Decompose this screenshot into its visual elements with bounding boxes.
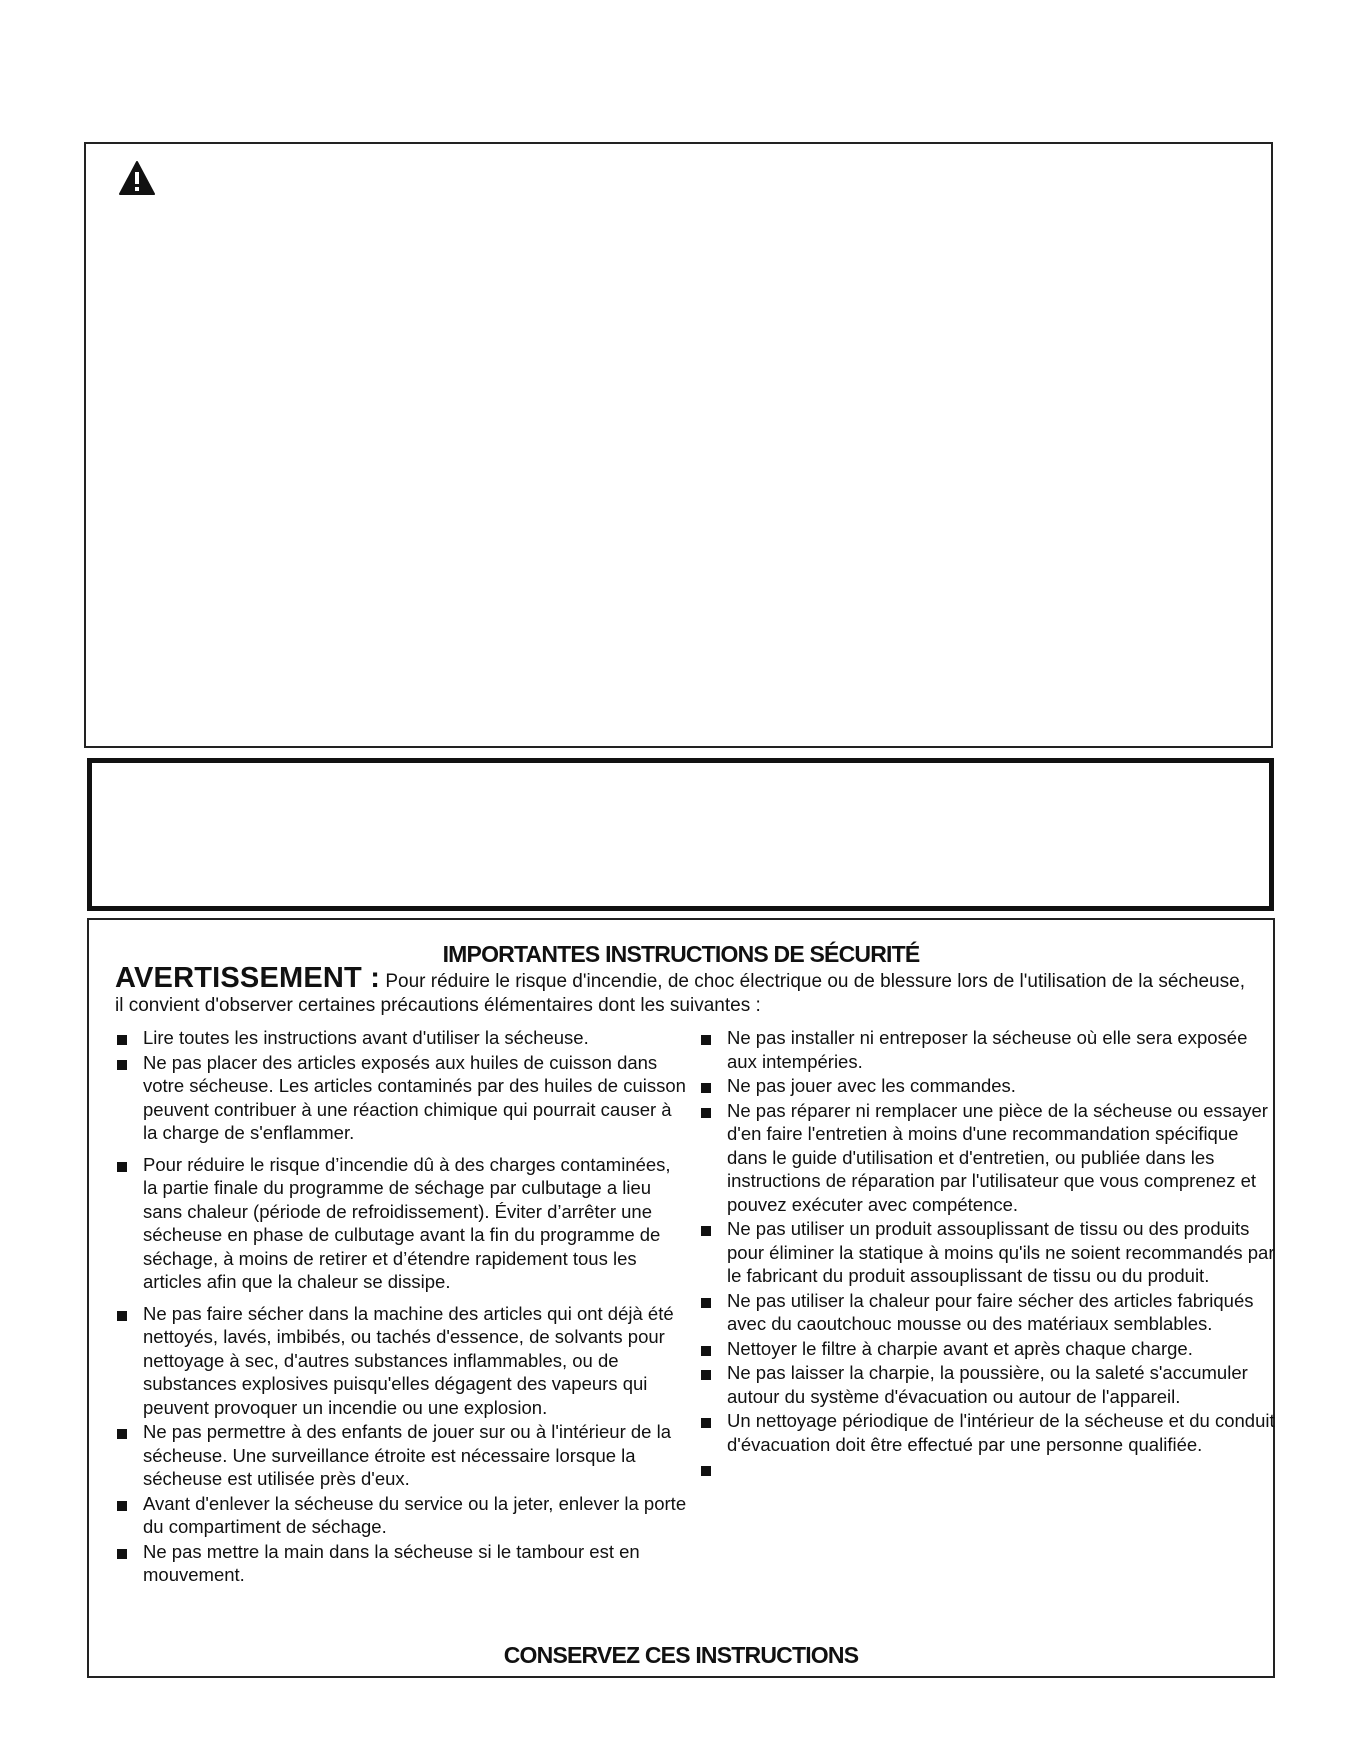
bullet-icon	[117, 1311, 127, 1321]
bullet-icon	[117, 1501, 127, 1511]
list-item: Ne pas réparer ni remplacer une pièce de la sécheuse ou essayer d'en faire l'entretien à moins d'une recommandation spécifique dans le guide d'utilisation et d'entretien, ou publiée dans les instructions de réparation par l'utilisateur que vous comprenez et pouvez exécuter avec compétence.	[697, 1099, 1277, 1217]
list-item: Lire toutes les instructions avant d'utiliser la sécheuse.	[113, 1026, 688, 1050]
bullet-icon	[701, 1418, 711, 1428]
list-item	[697, 1457, 1277, 1481]
bullet-icon	[701, 1298, 711, 1308]
list-item: Ne pas permettre à des enfants de jouer sur ou à l'intérieur de la sécheuse. Une surveillance étroite est nécessaire lorsque la sécheuse est utilisée près d'eux.	[113, 1420, 688, 1491]
safety-title: IMPORTANTES INSTRUCTIONS DE SÉCURITÉ	[442, 941, 920, 967]
list-item: Ne pas faire sécher dans la machine des articles qui ont déjà été nettoyés, lavés, imbibés, ou tachés d'essence, de solvants pour nettoyage à sec, d'autres substances inflammables, ou de substances explosives puisqu'elles dégagent des vapeurs qui peuvent provoquer un incendie ou une explosion.	[113, 1302, 688, 1420]
list-item: Nettoyer le filtre à charpie avant et après chaque charge.	[697, 1337, 1277, 1361]
save-instructions-footer: CONSERVEZ CES INSTRUCTIONS	[503, 1642, 859, 1668]
list-item: Ne pas laisser la charpie, la poussière, ou la saleté s'accumuler autour du système d'évacuation ou autour de l'appareil.	[697, 1361, 1277, 1408]
safety-instructions-box	[87, 918, 1275, 1678]
list-item: Ne pas utiliser un produit assouplissant de tissu ou des produits pour éliminer la statique à moins qu'ils ne soient recommandés par le fabricant du produit assouplissant de tissu ou du produit.	[697, 1217, 1277, 1288]
warning-box	[84, 142, 1273, 748]
bullet-icon	[117, 1060, 127, 1070]
warning-label: AVERTISSEMENT :	[115, 962, 381, 994]
bullet-icon	[117, 1429, 127, 1439]
bullet-icon	[117, 1549, 127, 1559]
list-item: Ne pas mettre la main dans la sécheuse si le tambour est en mouvement.	[113, 1540, 688, 1587]
list-item: Ne pas utiliser la chaleur pour faire sécher des articles fabriqués avec du caoutchouc mousse ou des matériaux semblables.	[697, 1289, 1277, 1336]
instructions-left-column	[113, 1026, 688, 1588]
list-item: Ne pas placer des articles exposés aux huiles de cuisson dans votre sécheuse. Les articles contaminés par des huiles de cuisson peuvent contribuer à une réaction chimique qui pourrait causer à la charge de s'enflammer.	[113, 1051, 688, 1145]
bullet-icon	[701, 1108, 711, 1118]
instructions-right-column	[697, 1026, 1277, 1482]
bullet-icon	[701, 1083, 711, 1093]
warning-triangle-icon	[118, 160, 156, 196]
list-item: Ne pas installer ni entreposer la sécheuse où elle sera exposée aux intempéries.	[697, 1026, 1277, 1073]
bullet-icon	[701, 1370, 711, 1380]
bullet-icon	[117, 1162, 127, 1172]
bullet-icon	[117, 1035, 127, 1045]
warning-text: Pour réduire le risque d'incendie, de choc électrique ou de blessure lors de l'utilisation de la sécheuse, il convient d'observer certaines précautions élémentaires dont les suivantes :	[115, 971, 1245, 1016]
bullet-icon	[701, 1466, 711, 1476]
list-item: Avant d'enlever la sécheuse du service ou la jeter, enlever la porte du compartiment de séchage.	[113, 1492, 688, 1539]
list-item: Pour réduire le risque d’incendie dû à des charges contaminées, la partie finale du programme de séchage par culbutage a lieu sans chaleur (période de refroidissement). Éviter d’arrêter une sécheuse en phase de culbutage avant la fin du programme de séchage, à moins de retirer et d’étendre rapidement tous les articles afin que la chaleur se dissipe.	[113, 1153, 688, 1294]
bullet-icon	[701, 1035, 711, 1045]
list-item: Un nettoyage périodique de l'intérieur de la sécheuse et du conduit d'évacuation doit être effectué par une personne qualifiée.	[697, 1409, 1277, 1456]
list-item: Ne pas jouer avec les commandes.	[697, 1074, 1277, 1098]
bullet-icon	[701, 1346, 711, 1356]
notice-box	[87, 758, 1274, 911]
bullet-icon	[701, 1226, 711, 1236]
warning-intro	[115, 962, 1255, 1018]
